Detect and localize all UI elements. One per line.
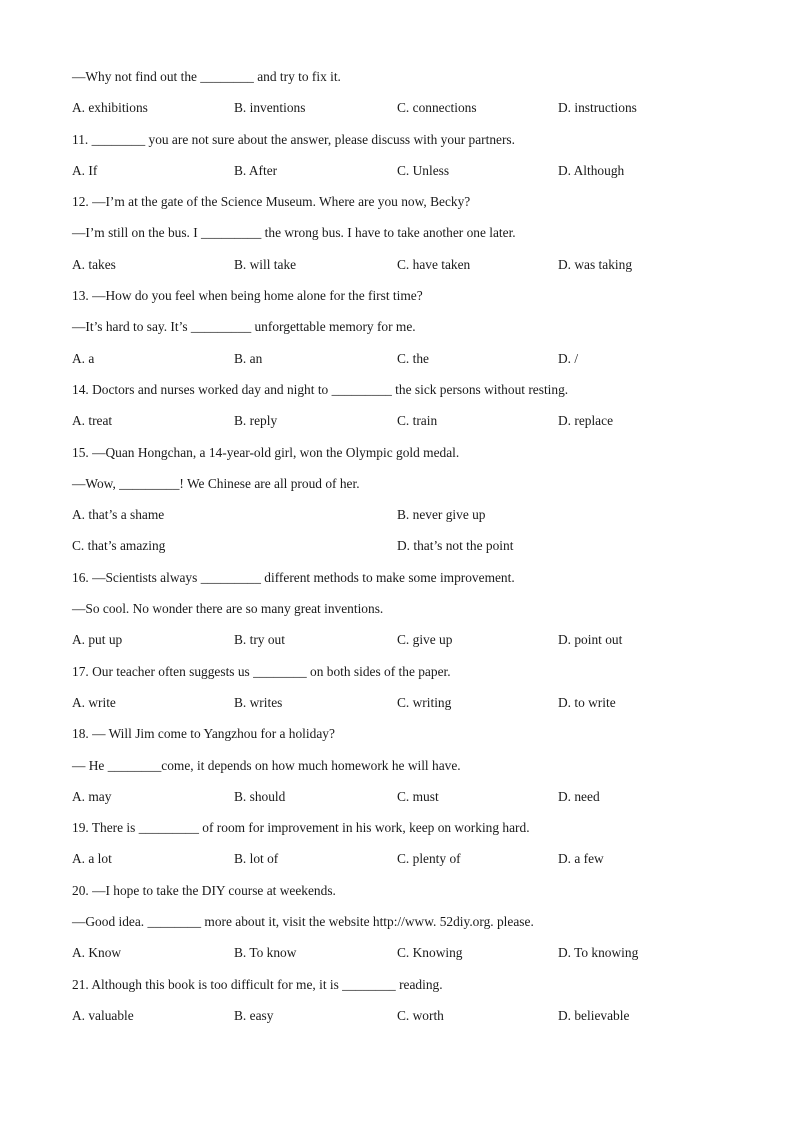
answer-options xyxy=(72,786,732,817)
answer-options xyxy=(72,848,732,879)
answer-option: D. believable xyxy=(558,1007,630,1023)
question-text: 17. Our teacher often suggests us ________ on both sides of the paper. xyxy=(72,663,451,679)
answer-option: C. train xyxy=(397,413,438,429)
answer-option: B. easy xyxy=(234,1007,274,1023)
answer-option: C. that’s amazing xyxy=(72,538,166,554)
answer-options xyxy=(72,160,732,191)
answer-options xyxy=(72,254,732,285)
answer-options xyxy=(72,1005,732,1036)
question-text: 13. —How do you feel when being home alone for the first time? xyxy=(72,288,423,304)
answer-option: B. should xyxy=(234,788,286,804)
answer-option: D. Although xyxy=(558,162,625,178)
answer-option: A. valuable xyxy=(72,1007,134,1023)
answer-option: A. Know xyxy=(72,945,122,961)
question-text: 21. Although this book is too difficult for me, it is ________ reading. xyxy=(72,976,443,992)
question-text: 15. —Quan Hongchan, a 14-year-old girl, won the Olympic gold medal. xyxy=(72,444,460,460)
answer-option: C. connections xyxy=(397,100,477,116)
answer-option: C. plenty of xyxy=(397,851,461,867)
answer-option: A. put up xyxy=(72,632,123,648)
answer-option: B. an xyxy=(234,350,263,366)
answer-option: B. reply xyxy=(234,413,278,429)
answer-option: D. to write xyxy=(558,694,616,710)
answer-option: C. Knowing xyxy=(397,945,463,961)
answer-option: D. a few xyxy=(558,851,604,867)
answer-option: A. that’s a shame xyxy=(72,507,165,523)
answer-options xyxy=(72,97,732,128)
answer-option: A. takes xyxy=(72,256,116,272)
answer-option: C. the xyxy=(397,350,429,366)
answer-options xyxy=(72,348,732,379)
answer-option: A. treat xyxy=(72,413,113,429)
answer-option: D. that’s not the point xyxy=(397,538,514,554)
answer-options xyxy=(72,504,732,535)
answer-option: B. lot of xyxy=(234,851,279,867)
answer-option: D. point out xyxy=(558,632,623,648)
answer-option: D. was taking xyxy=(558,256,633,272)
answer-option: A. a xyxy=(72,350,95,366)
answer-option: B. inventions xyxy=(234,100,306,116)
answer-option: C. have taken xyxy=(397,256,471,272)
question-text: 20. —I hope to take the DIY course at weekends. xyxy=(72,882,336,898)
answer-option: B. To know xyxy=(234,945,297,961)
answer-option: A. may xyxy=(72,788,112,804)
question-text: 11. ________ you are not sure about the answer, please discuss with your partners. xyxy=(72,131,515,147)
answer-options xyxy=(72,535,732,566)
question-text: 12. —I’m at the gate of the Science Museum. Where are you now, Becky? xyxy=(72,194,471,210)
answer-option: A. a lot xyxy=(72,851,112,867)
answer-option: C. give up xyxy=(397,632,453,648)
answer-option: A. If xyxy=(72,162,98,178)
question-text: 18. — Will Jim come to Yangzhou for a holiday? xyxy=(72,726,335,742)
question-text: — He ________come, it depends on how much homework he will have. xyxy=(72,757,461,773)
answer-option: A. write xyxy=(72,694,116,710)
question-text: —It’s hard to say. It’s _________ unforgettable memory for me. xyxy=(72,319,416,335)
answer-option: D. instructions xyxy=(558,100,637,116)
answer-option: D. need xyxy=(558,788,600,804)
exam-document xyxy=(72,66,732,1036)
answer-options xyxy=(72,629,732,660)
answer-options xyxy=(72,410,732,441)
answer-option: C. Unless xyxy=(397,162,450,178)
answer-option: D. To knowing xyxy=(558,945,639,961)
question-text: 14. Doctors and nurses worked day and night to _________ the sick persons without resting. xyxy=(72,381,569,397)
answer-options xyxy=(72,942,732,973)
question-text: —Why not find out the ________ and try to fix it. xyxy=(72,69,341,84)
question-text: —Good idea. ________ more about it, visit the website http://www. 52diy.org. please. xyxy=(72,914,534,930)
answer-option: B. never give up xyxy=(397,507,486,523)
answer-option: C. writing xyxy=(397,694,452,710)
answer-option: C. worth xyxy=(397,1007,444,1023)
answer-option: A. exhibitions xyxy=(72,100,148,116)
answer-option: B. writes xyxy=(234,694,283,710)
question-text: —I’m still on the bus. I _________ the wrong bus. I have to take another one later. xyxy=(72,225,516,241)
question-text: 19. There is _________ of room for improvement in his work, keep on working hard. xyxy=(72,820,530,836)
answer-option: B. After xyxy=(234,162,278,178)
question-text: —Wow, _________! We Chinese are all proud of her. xyxy=(72,475,360,491)
answer-options xyxy=(72,692,732,723)
answer-option: B. try out xyxy=(234,632,285,648)
answer-option: D. / xyxy=(558,350,579,366)
answer-option: C. must xyxy=(397,788,439,804)
answer-option: B. will take xyxy=(234,256,297,272)
question-text: —So cool. No wonder there are so many great inventions. xyxy=(72,601,384,617)
answer-option: D. replace xyxy=(558,413,614,429)
question-text: 16. —Scientists always _________ different methods to make some improvement. xyxy=(72,569,515,585)
